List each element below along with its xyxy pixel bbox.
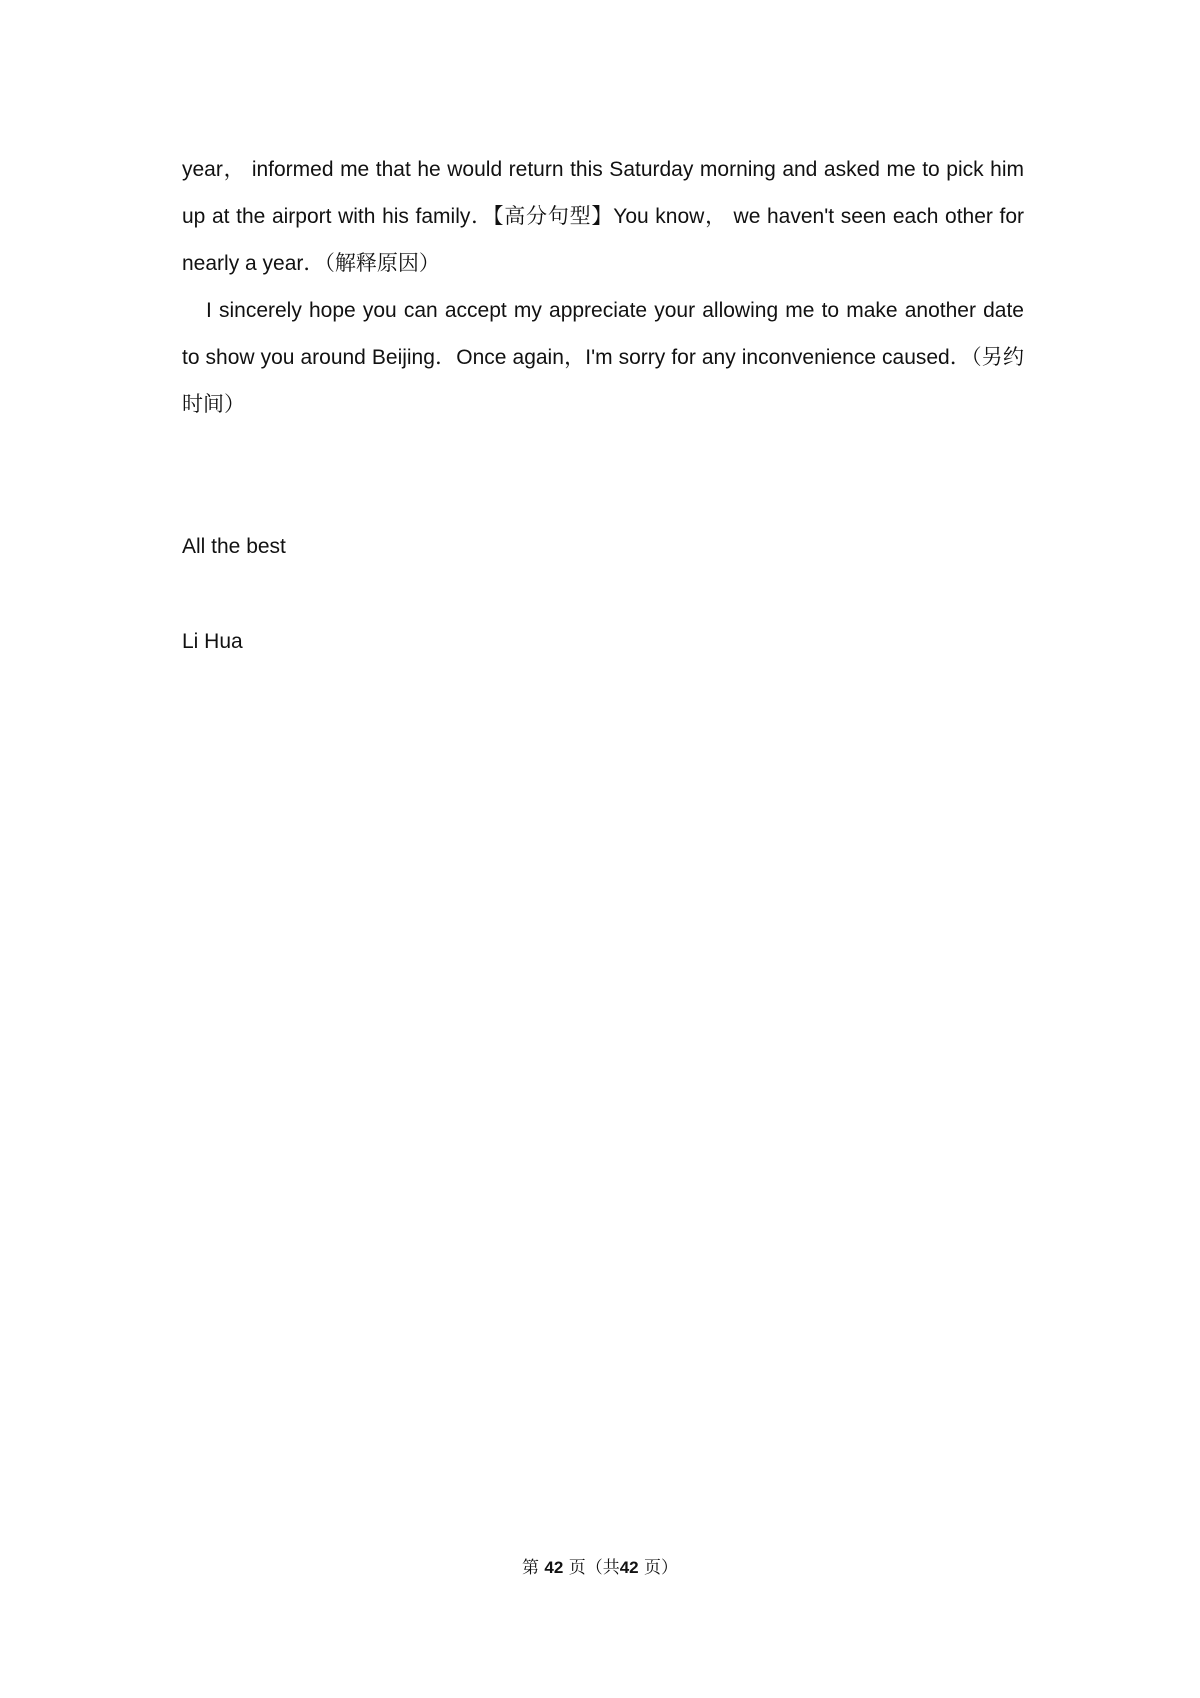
page-footer <box>0 1556 1200 1580</box>
footer-suffix: 页） <box>644 1558 679 1578</box>
paragraph-1-text-a: year， informed me that he would return this Saturday morning and asked me to pick him up at the airport with his family． <box>182 158 1024 228</box>
letter-closing: All the best <box>182 535 286 558</box>
footer-middle: 页（共 <box>568 1558 620 1578</box>
paragraph-1-text-b: You know， we haven't seen each other for nearly a year． <box>182 205 1025 275</box>
letter-signature: Li Hua <box>182 630 243 653</box>
paragraph-2 <box>182 287 1024 428</box>
paragraph-2-note: （另约时间） <box>182 345 1024 416</box>
paragraph-2-text: I sincerely hope you can accept my appreciate your allowing me to make another date to show you around Beijing．Once again，I'm sorry for any inconvenience caused． <box>182 299 1024 369</box>
paragraph-1-tag: 【高分句型】 <box>492 204 614 228</box>
footer-page-number: 42 <box>544 1558 564 1577</box>
letter-body <box>182 146 1024 428</box>
footer-total-pages: 42 <box>619 1558 639 1577</box>
paragraph-1 <box>182 146 1024 287</box>
footer-prefix: 第 <box>521 1558 539 1578</box>
paragraph-1-note: （解释原因） <box>324 251 440 275</box>
